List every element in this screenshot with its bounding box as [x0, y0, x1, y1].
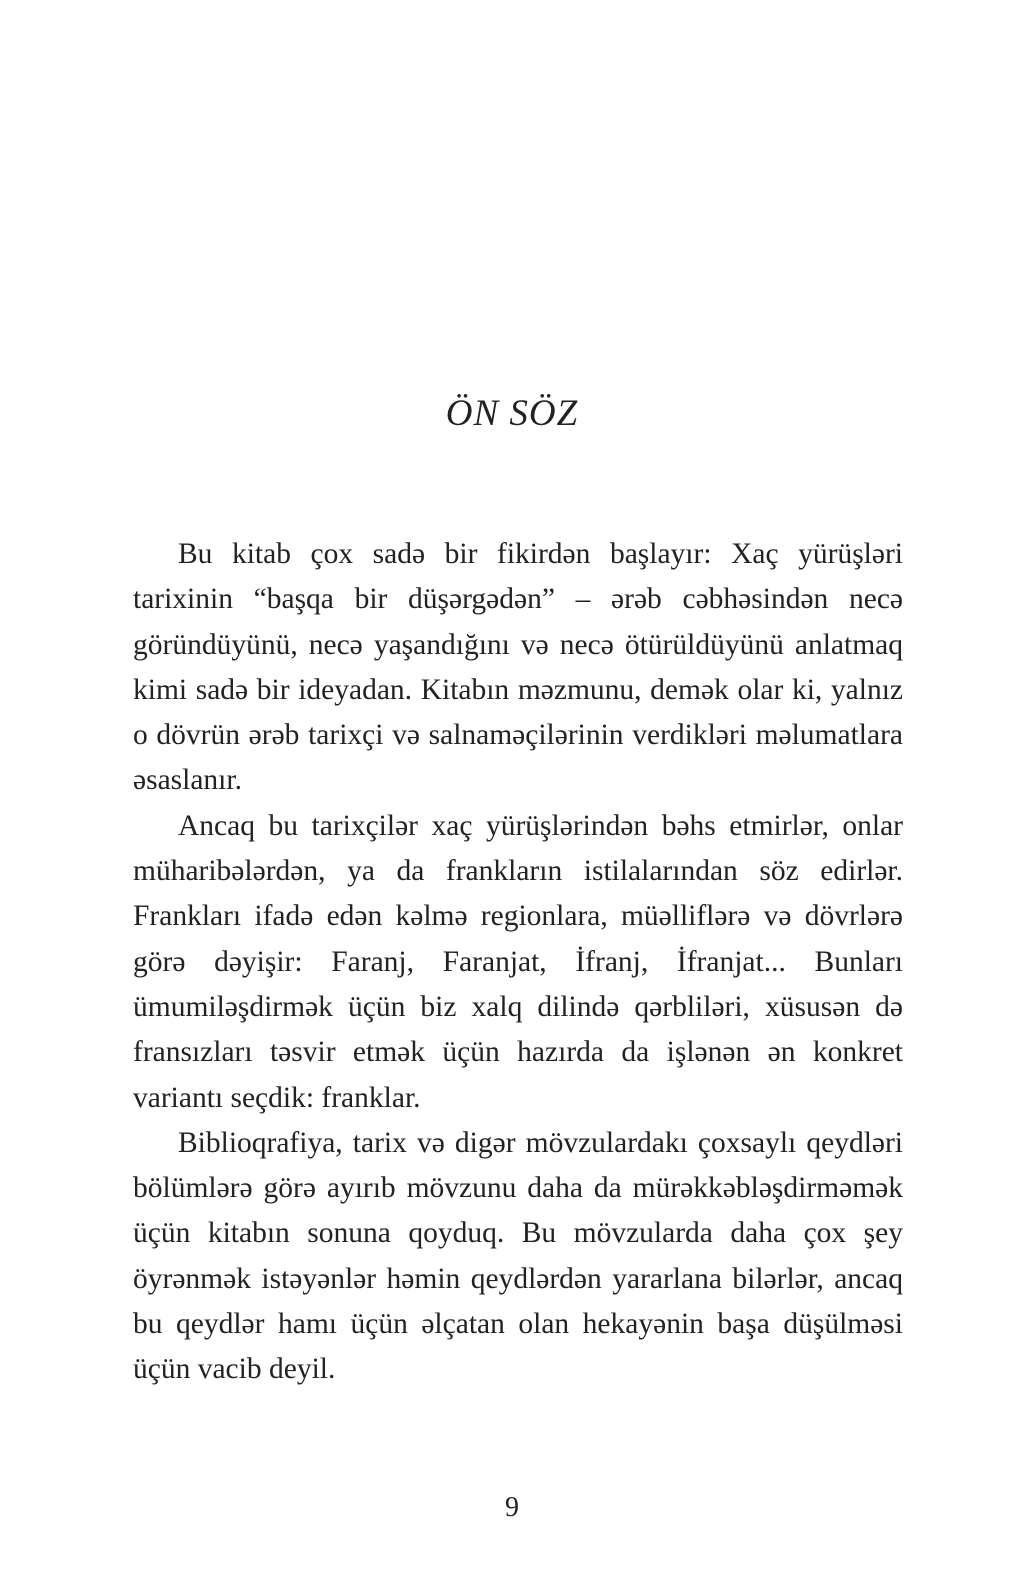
- paragraph: Bu kitab çox sadə bir fikirdən başlayır: Xaç yürüşləri tarixinin “başqa bir düşərgədən” – ərəb cəbhəsindən necə göründüyünü, necə yaşandığını və necə ötürüldüyünü anlatmaq kimi sadə bir ideyadan. Kitabın məzmunu, demək olar ki, yalnız o dövrün ərəb tarixçi və salnaməçilərinin verdikləri məlumatlara əsaslanır.: [133, 538, 903, 797]
- paragraph: Biblioqrafiya, tarix və digər mövzulardakı çoxsaylı qeydləri bölümlərə görə ayırıb mövzunu daha da mürəkkəbləşdirməmək üçün kitabın sonuna qoyduq. Bu mövzularda daha çox şey öyrənmək istəyənlər həmin qeydlərdən yararlana bilərlər, ancaq bu qeydlər hamı üçün əlçatan olan hekayənin başa düşülməsi üçün vacib deyil.: [133, 1126, 903, 1386]
- chapter-body: [133, 532, 903, 1393]
- paragraph: Ancaq bu tarixçilər xaç yürüşlərindən bəhs etmirlər, onlar müharibələrdən, ya da frankların istilalarından söz edirlər. Frankları ifadə edən kəlmə regionlara, müəlliflərə və dövrlərə görə dəyişir: Faranj, Faranjat, İfranj, İfranjat... Bunları ümumiləşdirmək üçün biz xalq dilində qərbliləri, xüsusən də fransızları təsvir etmək üçün hazırda da işlənən ən konkret variantı seçdik: franklar.: [133, 809, 903, 1114]
- chapter-title: ÖN SÖZ: [445, 393, 579, 434]
- page-number: 9: [505, 1492, 519, 1523]
